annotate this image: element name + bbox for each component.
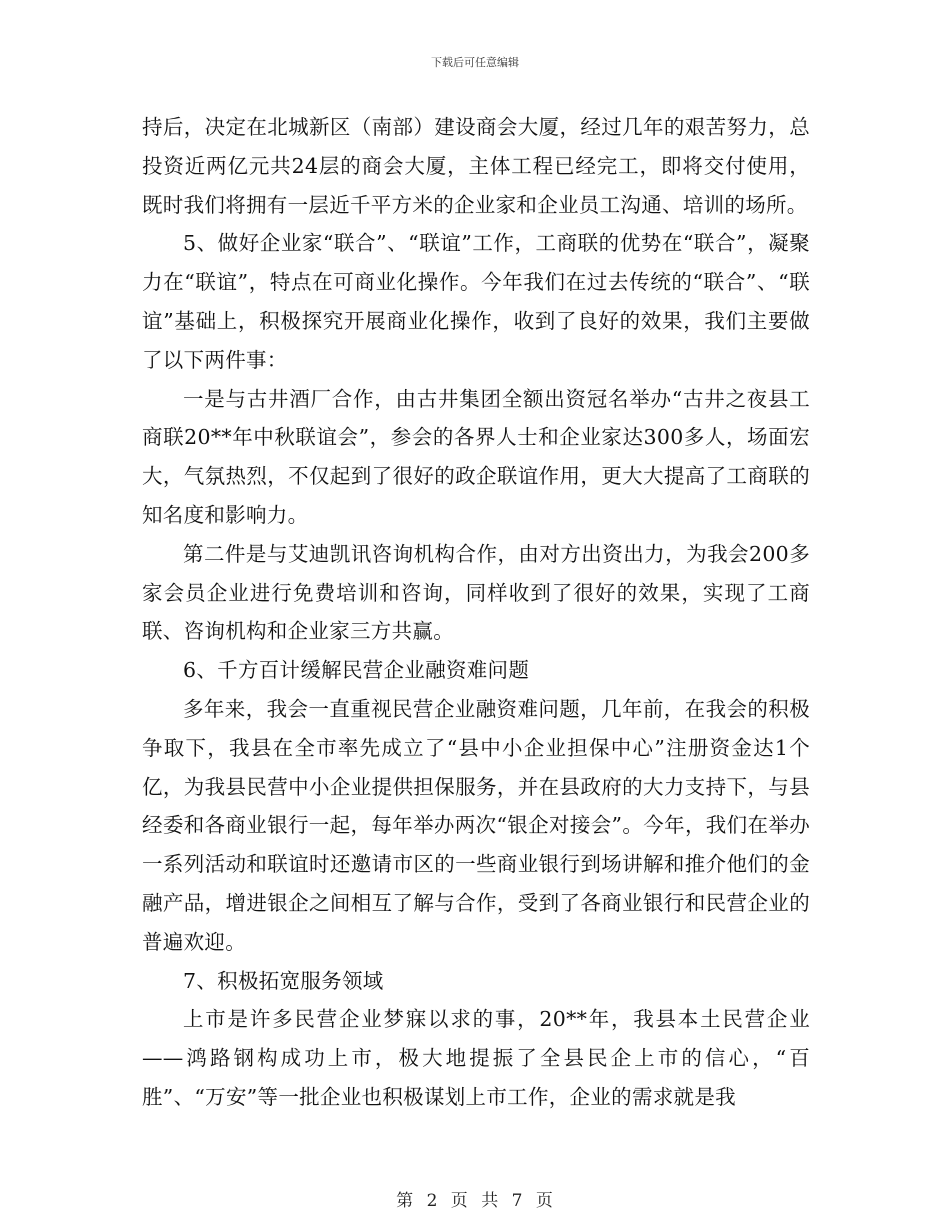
section-heading-6: 6、千方百计缓解民营企业融资难问题 (183, 658, 530, 683)
section-heading-7: 7、积极拓宽服务领域 (183, 968, 384, 993)
page-number-footer: 第 2 页 共 7 页 (396, 1191, 554, 1211)
paragraph-event-two: 第二件是与艾迪凯讯咨询机构合作，由对方出资出力，为我会200多家会员企业进行免费培训和咨询，同样收到了很好的效果，实现了工商联、咨询机构和企业家三方共赢。 (142, 541, 810, 644)
paragraph-continuation: 持后，决定在北城新区（南部）建设商会大厦，经过几年的艰苦努力，总投资近两亿元共24层的商会大厦，主体工程已经完工，即将交付使用，既时我们将拥有一层近千平方米的企业家和企业员工沟通、培训的场所。 (142, 115, 810, 217)
paragraph-financing: 多年来，我会一直重视民营企业融资难问题，几年前，在我会的积极争取下，我县在全市率先成立了“县中小企业担保中心”注册资金达1个亿，为我县民营中小企业提供担保服务，并在县政府的大力支持下，与县经委和各商业银行一起，每年举办两次“银企对接会”。今年，我们在举办一系列活动和联谊时还邀请市区的一些商业银行到场讲解和推介他们的金融产品，增进银企之间相互了解与合作，受到了各商业银行和民营企业的普遍欢迎。 (142, 696, 810, 954)
paragraph-item-5: 5、做好企业家“联合”、“联谊”工作，工商联的优势在“联合”，凝聚力在“联谊”，特点在可商业化操作。今年我们在过去传统的“联合”、“联谊”基础上，积极探究开展商业化操作，收到了良好的效果，我们主要做了以下两件事： (142, 231, 810, 372)
paragraph-event-one: 一是与古井酒厂合作，由古井集团全额出资冠名举办“古井之夜县工商联20**年中秋联谊会”，参会的各界人士和企业家达300多人，场面宏大，气氛热烈，不仅起到了很好的政企联谊作用，更大大提高了工商联的知名度和影响力。 (142, 386, 810, 527)
document-body (142, 108, 810, 1117)
paragraph-listing: 上市是许多民营企业梦寐以求的事，20**年，我县本土民营企业——鸿路钢构成功上市，极大地提振了全县民企上市的信心，“百胜”、“万安”等一批企业也积极谋划上市工作，企业的需求就是我 (142, 1007, 810, 1109)
header-note: 下载后可任意编辑 (431, 56, 519, 69)
